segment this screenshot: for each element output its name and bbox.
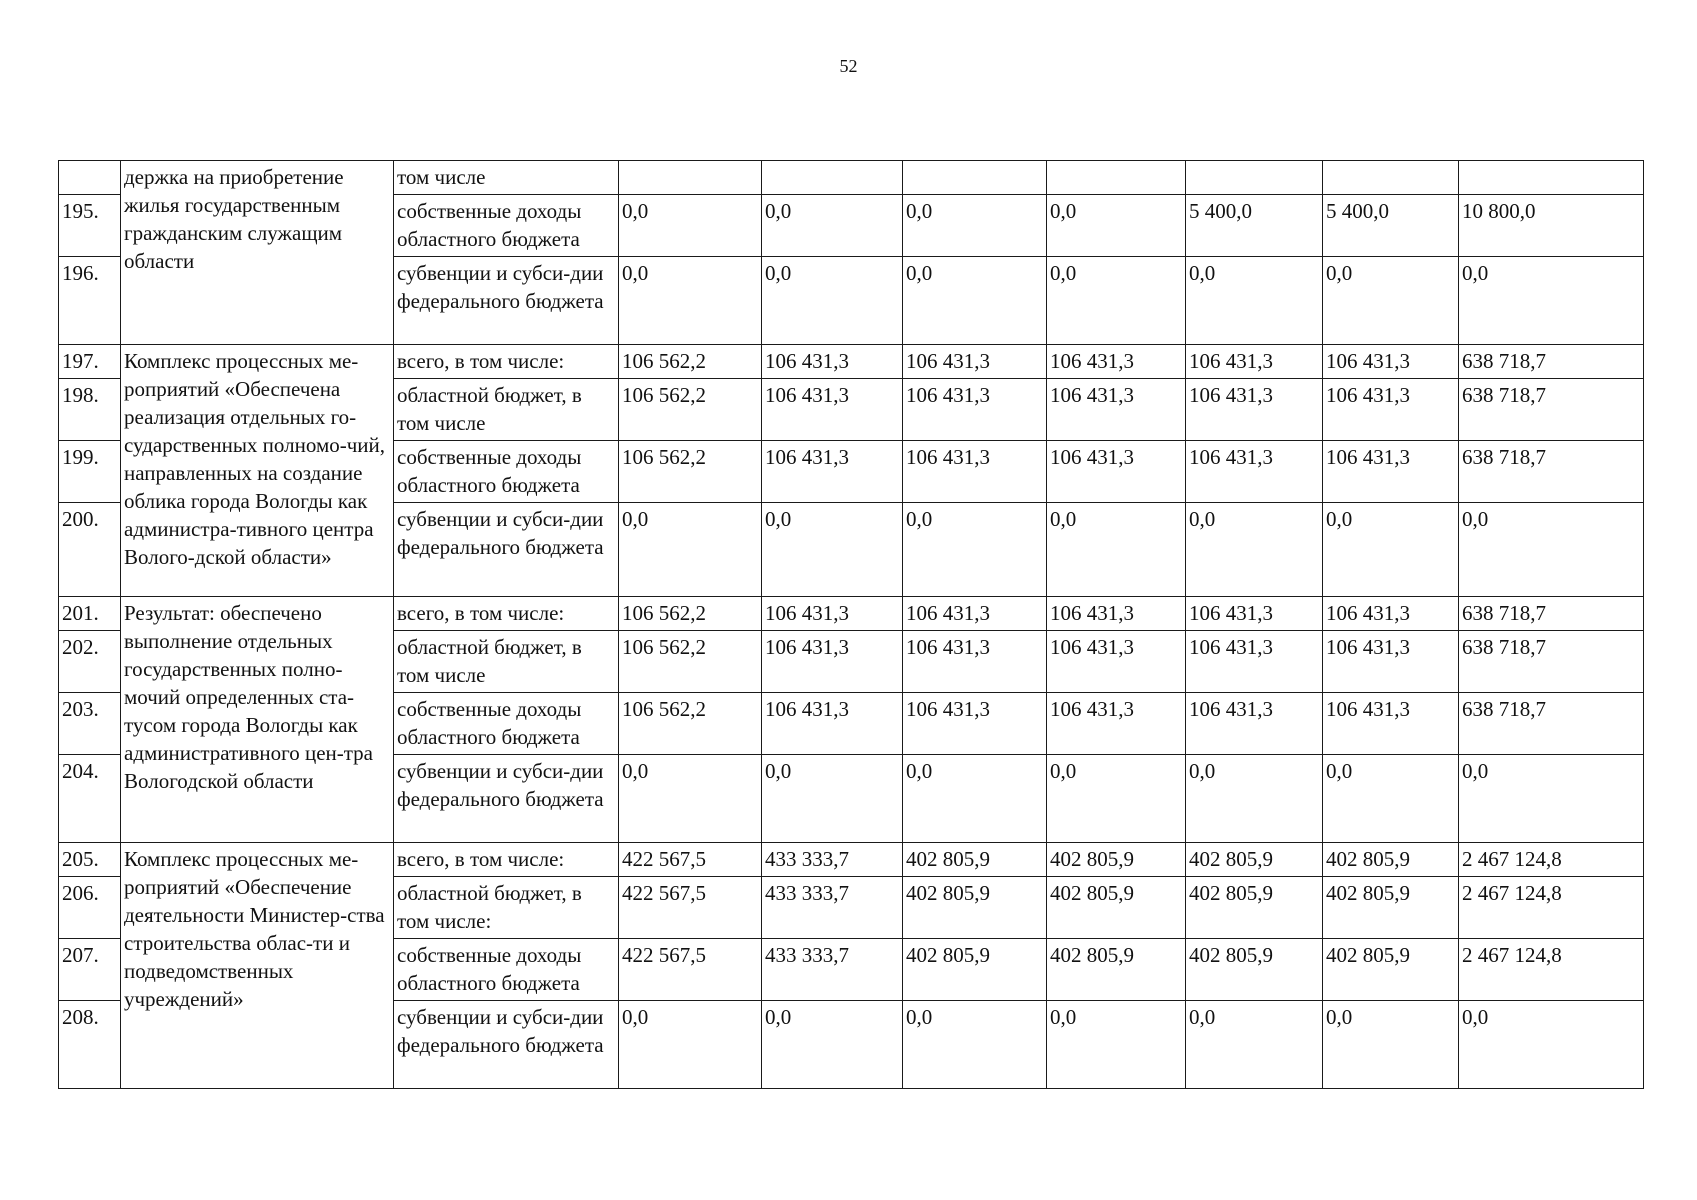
amount-cell: 106 431,3 <box>1323 379 1459 441</box>
amount-cell: 0,0 <box>903 755 1047 843</box>
amount-cell: 5 400,0 <box>1186 195 1323 257</box>
funding-source-cell: собственные доходы областного бюджета <box>394 939 619 1001</box>
amount-cell: 0,0 <box>1459 1001 1644 1089</box>
amount-cell: 402 805,9 <box>1323 877 1459 939</box>
amount-cell: 0,0 <box>903 195 1047 257</box>
amount-cell: 0,0 <box>903 1001 1047 1089</box>
row-number-cell: 201. <box>59 597 121 631</box>
amount-cell: 106 562,2 <box>619 441 762 503</box>
amount-cell: 0,0 <box>1047 755 1186 843</box>
amount-cell: 0,0 <box>1459 257 1644 345</box>
amount-cell: 433 333,7 <box>762 939 903 1001</box>
amount-cell: 106 431,3 <box>1047 379 1186 441</box>
amount-cell: 106 431,3 <box>903 379 1047 441</box>
amount-cell: 0,0 <box>762 503 903 597</box>
amount-cell: 0,0 <box>1323 1001 1459 1089</box>
funding-source-cell: областной бюджет, в том числе <box>394 631 619 693</box>
row-number-cell: 197. <box>59 345 121 379</box>
amount-cell: 0,0 <box>903 503 1047 597</box>
row-number-cell <box>59 161 121 195</box>
amount-cell <box>903 161 1047 195</box>
amount-cell: 106 431,3 <box>1047 693 1186 755</box>
amount-cell <box>619 161 762 195</box>
amount-cell: 106 431,3 <box>1047 597 1186 631</box>
amount-cell: 2 467 124,8 <box>1459 877 1644 939</box>
amount-cell: 0,0 <box>1186 257 1323 345</box>
amount-cell: 106 431,3 <box>1323 693 1459 755</box>
amount-cell: 0,0 <box>1047 257 1186 345</box>
row-number-cell: 200. <box>59 503 121 597</box>
amount-cell: 106 431,3 <box>1186 345 1323 379</box>
amount-cell: 0,0 <box>762 257 903 345</box>
funding-source-cell: субвенции и субси-дии федерального бюджета <box>394 755 619 843</box>
amount-cell: 106 431,3 <box>1186 441 1323 503</box>
funding-source-cell: областной бюджет, в том числе: <box>394 877 619 939</box>
row-number-cell: 203. <box>59 693 121 755</box>
amount-cell: 0,0 <box>1047 503 1186 597</box>
row-number-cell: 206. <box>59 877 121 939</box>
amount-cell: 402 805,9 <box>1186 843 1323 877</box>
amount-cell: 0,0 <box>762 1001 903 1089</box>
row-number-cell: 208. <box>59 1001 121 1089</box>
amount-cell: 638 718,7 <box>1459 631 1644 693</box>
amount-cell <box>1459 161 1644 195</box>
amount-cell: 106 431,3 <box>903 345 1047 379</box>
amount-cell: 402 805,9 <box>1047 939 1186 1001</box>
amount-cell: 106 431,3 <box>903 597 1047 631</box>
amount-cell: 422 567,5 <box>619 843 762 877</box>
amount-cell: 0,0 <box>1323 503 1459 597</box>
amount-cell: 0,0 <box>619 195 762 257</box>
budget-table <box>58 160 1644 1089</box>
funding-source-cell: собственные доходы областного бюджета <box>394 441 619 503</box>
amount-cell: 638 718,7 <box>1459 379 1644 441</box>
row-number-cell: 196. <box>59 257 121 345</box>
amount-cell: 106 562,2 <box>619 597 762 631</box>
amount-cell: 106 431,3 <box>1323 631 1459 693</box>
table-row <box>59 597 1644 631</box>
row-number-cell: 205. <box>59 843 121 877</box>
funding-source-cell: субвенции и субси-дии федерального бюджета <box>394 1001 619 1089</box>
amount-cell: 106 431,3 <box>762 693 903 755</box>
amount-cell: 638 718,7 <box>1459 345 1644 379</box>
amount-cell: 402 805,9 <box>903 877 1047 939</box>
amount-cell: 106 431,3 <box>762 441 903 503</box>
amount-cell: 422 567,5 <box>619 939 762 1001</box>
row-number-cell: 207. <box>59 939 121 1001</box>
row-number-cell: 195. <box>59 195 121 257</box>
amount-cell: 638 718,7 <box>1459 597 1644 631</box>
funding-source-cell: всего, в том числе: <box>394 345 619 379</box>
amount-cell: 2 467 124,8 <box>1459 939 1644 1001</box>
amount-cell: 402 805,9 <box>903 843 1047 877</box>
amount-cell: 638 718,7 <box>1459 441 1644 503</box>
amount-cell: 402 805,9 <box>1047 877 1186 939</box>
amount-cell: 106 431,3 <box>762 597 903 631</box>
amount-cell: 0,0 <box>619 1001 762 1089</box>
amount-cell: 106 562,2 <box>619 631 762 693</box>
funding-source-cell: областной бюджет, в том числе <box>394 379 619 441</box>
amount-cell: 0,0 <box>619 503 762 597</box>
activity-description-cell: Комплекс процессных ме-роприятий «Обеспечена реализация отдельных го-сударственных полномо-чий, направленных на создание облика города Вологды как администра-тивного центра Волого-дской области» <box>121 345 394 597</box>
amount-cell: 106 431,3 <box>903 693 1047 755</box>
amount-cell: 5 400,0 <box>1323 195 1459 257</box>
table-row <box>59 345 1644 379</box>
amount-cell: 106 431,3 <box>1186 379 1323 441</box>
amount-cell: 2 467 124,8 <box>1459 843 1644 877</box>
amount-cell: 402 805,9 <box>1186 877 1323 939</box>
activity-description-cell: держка на приобретение жилья государственным гражданским служащим области <box>121 161 394 345</box>
amount-cell: 0,0 <box>762 755 903 843</box>
amount-cell: 0,0 <box>619 257 762 345</box>
activity-description-cell: Комплекс процессных ме-роприятий «Обеспечение деятельности Министер-ства строительства облас-ти и подведомственных учреждений» <box>121 843 394 1089</box>
amount-cell: 106 431,3 <box>762 345 903 379</box>
funding-source-cell: собственные доходы областного бюджета <box>394 693 619 755</box>
amount-cell: 402 805,9 <box>1186 939 1323 1001</box>
amount-cell <box>1047 161 1186 195</box>
amount-cell: 433 333,7 <box>762 843 903 877</box>
amount-cell: 0,0 <box>1186 503 1323 597</box>
amount-cell: 402 805,9 <box>1323 843 1459 877</box>
amount-cell: 106 431,3 <box>762 379 903 441</box>
amount-cell: 106 562,2 <box>619 693 762 755</box>
amount-cell: 0,0 <box>1047 195 1186 257</box>
amount-cell <box>762 161 903 195</box>
amount-cell: 106 562,2 <box>619 345 762 379</box>
amount-cell: 0,0 <box>619 755 762 843</box>
amount-cell: 0,0 <box>1459 503 1644 597</box>
amount-cell: 106 431,3 <box>903 631 1047 693</box>
table-row <box>59 161 1644 195</box>
amount-cell: 106 562,2 <box>619 379 762 441</box>
amount-cell: 106 431,3 <box>1186 693 1323 755</box>
table-row <box>59 843 1644 877</box>
amount-cell: 106 431,3 <box>1047 441 1186 503</box>
row-number-cell: 204. <box>59 755 121 843</box>
amount-cell: 106 431,3 <box>1323 441 1459 503</box>
row-number-cell: 202. <box>59 631 121 693</box>
amount-cell <box>1186 161 1323 195</box>
amount-cell: 422 567,5 <box>619 877 762 939</box>
amount-cell: 433 333,7 <box>762 877 903 939</box>
amount-cell: 0,0 <box>1047 1001 1186 1089</box>
amount-cell: 638 718,7 <box>1459 693 1644 755</box>
funding-source-cell: субвенции и субси-дии федерального бюджета <box>394 257 619 345</box>
funding-source-cell: собственные доходы областного бюджета <box>394 195 619 257</box>
row-number-cell: 199. <box>59 441 121 503</box>
amount-cell: 106 431,3 <box>1323 597 1459 631</box>
table-body <box>59 161 1644 1089</box>
amount-cell: 106 431,3 <box>1047 345 1186 379</box>
amount-cell: 0,0 <box>1186 755 1323 843</box>
amount-cell <box>1323 161 1459 195</box>
amount-cell: 0,0 <box>1323 257 1459 345</box>
amount-cell: 106 431,3 <box>762 631 903 693</box>
amount-cell: 10 800,0 <box>1459 195 1644 257</box>
amount-cell: 106 431,3 <box>1323 345 1459 379</box>
page-number: 52 <box>839 56 858 76</box>
amount-cell: 106 431,3 <box>1186 597 1323 631</box>
amount-cell: 106 431,3 <box>903 441 1047 503</box>
amount-cell: 0,0 <box>1186 1001 1323 1089</box>
activity-description-cell: Результат: обеспечено выполнение отдельных государственных полно-мочий определенных ста-тусом города Вологды как административного цен-тра Вологодской области <box>121 597 394 843</box>
amount-cell: 106 431,3 <box>1047 631 1186 693</box>
funding-source-cell: субвенции и субси-дии федерального бюджета <box>394 503 619 597</box>
funding-source-cell: всего, в том числе: <box>394 597 619 631</box>
row-number-cell: 198. <box>59 379 121 441</box>
amount-cell: 402 805,9 <box>1047 843 1186 877</box>
amount-cell: 106 431,3 <box>1186 631 1323 693</box>
amount-cell: 402 805,9 <box>1323 939 1459 1001</box>
amount-cell: 0,0 <box>1323 755 1459 843</box>
amount-cell: 402 805,9 <box>903 939 1047 1001</box>
funding-source-cell: всего, в том числе: <box>394 843 619 877</box>
amount-cell: 0,0 <box>1459 755 1644 843</box>
amount-cell: 0,0 <box>903 257 1047 345</box>
funding-source-cell: том числе <box>394 161 619 195</box>
amount-cell: 0,0 <box>762 195 903 257</box>
